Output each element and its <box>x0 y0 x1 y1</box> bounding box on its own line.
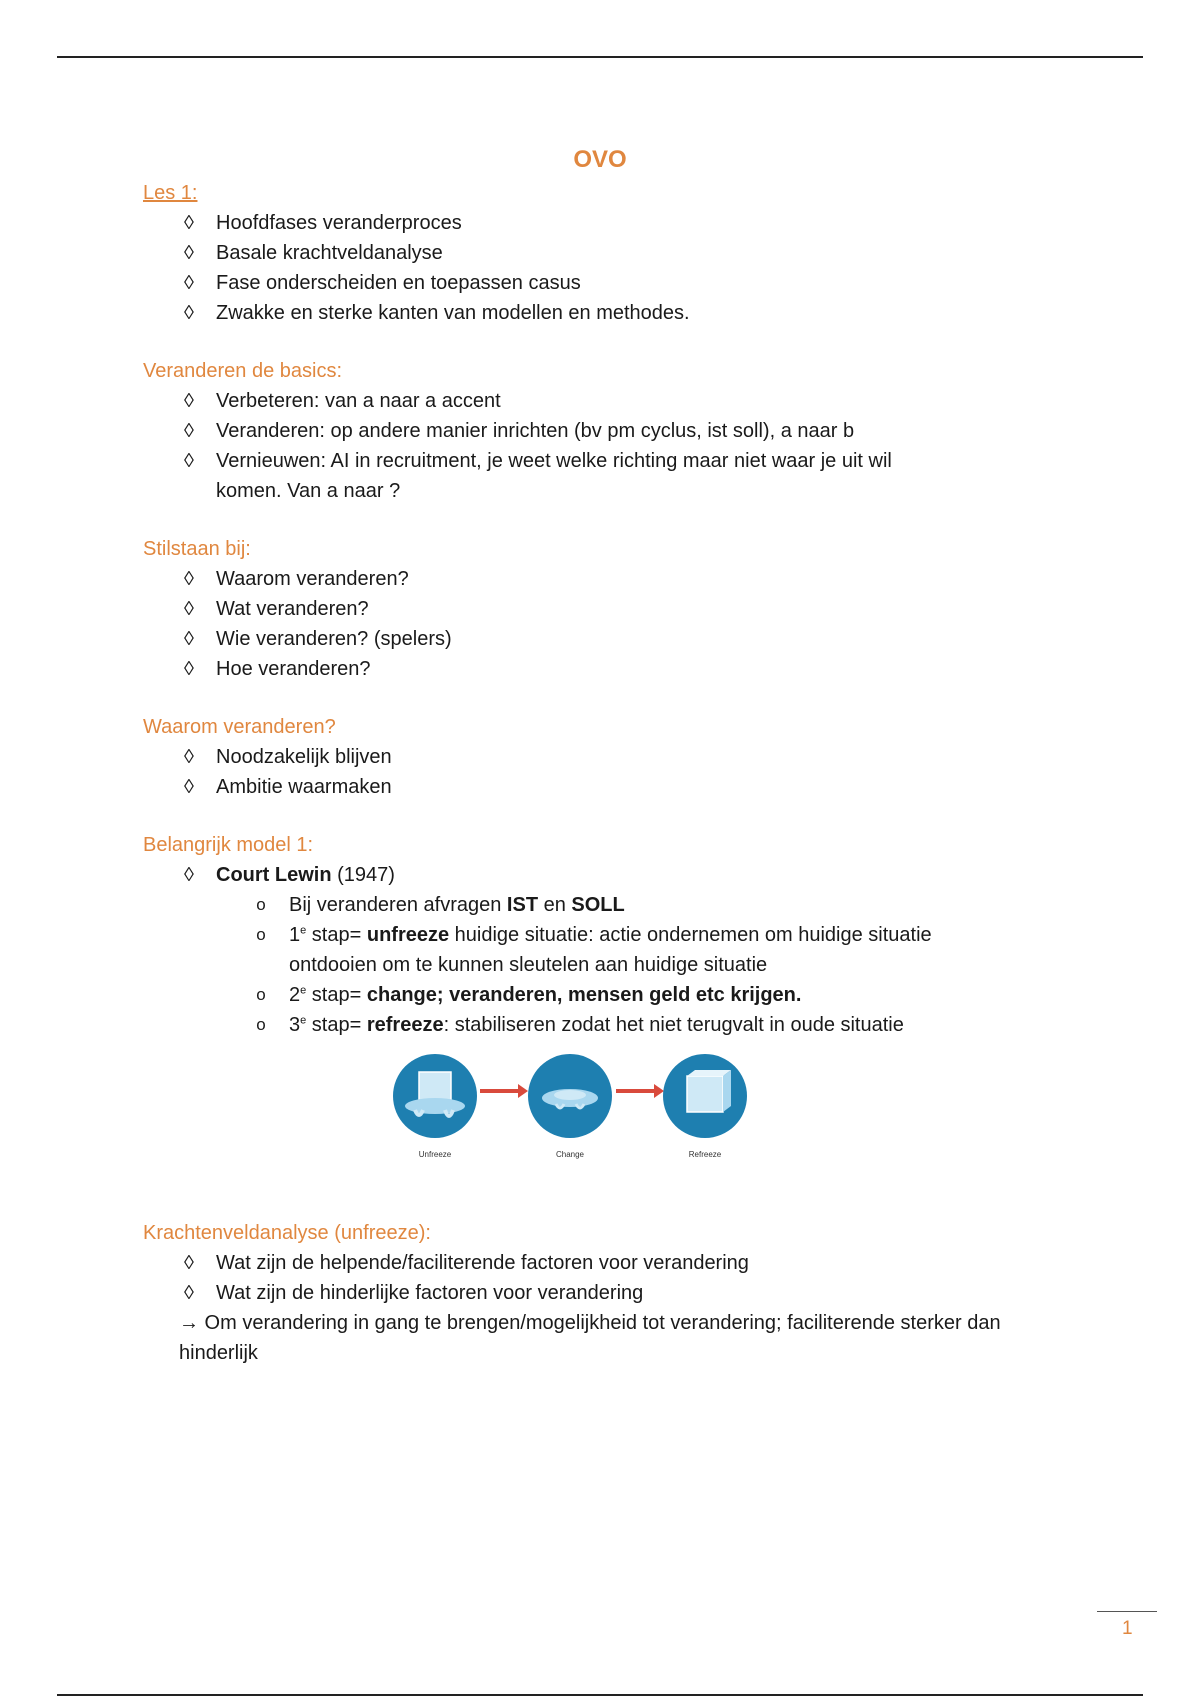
ice-cube-icon <box>663 1054 747 1138</box>
section-heading: Belangrijk model 1: <box>143 834 314 856</box>
diamond-bullet-icon: ◊ <box>184 1282 194 1304</box>
list-item: ◊ Hoe veranderen? <box>143 654 1103 684</box>
section-kracht <box>143 1218 1103 1368</box>
list-item <box>143 860 1103 890</box>
section-heading: Les 1: <box>143 182 198 204</box>
diamond-bullet-icon: ◊ <box>184 212 194 234</box>
stage-label: Refreeze <box>688 1150 722 1159</box>
model-name: Court Lewin <box>216 864 332 886</box>
sub-list-item: o 2e stap= change; veranderen, mensen geld etc krijgen. <box>143 980 1103 1010</box>
unfreeze-stage <box>370 1054 500 1160</box>
section-heading: Krachtenveldanalyse (unfreeze): <box>143 1222 431 1244</box>
diamond-bullet-icon: ◊ <box>184 658 194 680</box>
diamond-bullet-icon: ◊ <box>184 302 194 324</box>
change-stage <box>505 1054 635 1160</box>
diamond-bullet-icon: ◊ <box>184 598 194 620</box>
section-heading: Veranderen de basics: <box>143 360 343 382</box>
list-item: ◊ Hoofdfases veranderproces <box>143 208 1103 238</box>
document-body <box>143 178 1103 1396</box>
list-item: ◊ Wie veranderen? (spelers) <box>143 624 1103 654</box>
section-les1 <box>143 178 1103 328</box>
list-item: ◊ Veranderen: op andere manier inrichten (bv pm cyclus, ist soll), a naar b <box>143 416 1103 446</box>
section-basics <box>143 356 1103 506</box>
footer-bottom-rule <box>57 1694 1143 1696</box>
ice-block-melting-icon <box>393 1054 477 1138</box>
list-item: ◊ Zwakke en sterke kanten van modellen en methodes. <box>143 298 1103 328</box>
circle-bullet-icon: o <box>256 1015 266 1034</box>
circle-bullet-icon: o <box>256 895 266 914</box>
diamond-bullet-icon: ◊ <box>184 242 194 264</box>
diamond-bullet-icon: ◊ <box>184 420 194 442</box>
refreeze-stage <box>640 1054 770 1160</box>
sub-list-item: o Bij veranderen afvragen IST en SOLL <box>143 890 1103 920</box>
arrow-right-icon: → <box>179 1312 199 1334</box>
page-number: 1 <box>1122 1618 1133 1639</box>
diamond-bullet-icon: ◊ <box>184 390 194 412</box>
document-title: OVO <box>573 146 627 173</box>
diamond-bullet-icon: ◊ <box>184 864 194 886</box>
circle-bullet-icon: o <box>256 925 266 944</box>
water-puddle-icon <box>528 1054 612 1138</box>
model-year: (1947) <box>337 864 395 886</box>
list-item: ◊ Noodzakelijk blijven <box>143 742 1103 772</box>
sub-list-item: o 1e stap= unfreeze huidige situatie: actie ondernemen om huidige situatie ontdooien om te kunnen sleutelen aan huidige situatie <box>143 920 1103 980</box>
diamond-bullet-icon: ◊ <box>184 1252 194 1274</box>
circle-bullet-icon: o <box>256 985 266 1004</box>
stage-label: Unfreeze <box>418 1150 452 1159</box>
section-model1 <box>143 830 1103 1190</box>
list-item: ◊ Wat zijn de hinderlijke factoren voor verandering <box>143 1278 1103 1308</box>
diamond-bullet-icon: ◊ <box>184 272 194 294</box>
section-heading: Waarom veranderen? <box>143 716 336 738</box>
list-item: ◊ Ambitie waarmaken <box>143 772 1103 802</box>
list-item: ◊ Vernieuwen: AI in recruitment, je weet welke richting maar niet waar je uit wil komen. Van a naar ? <box>143 446 1103 506</box>
footer-rule <box>1097 1611 1157 1612</box>
diamond-bullet-icon: ◊ <box>184 568 194 590</box>
diamond-bullet-icon: ◊ <box>184 776 194 798</box>
diamond-bullet-icon: ◊ <box>184 628 194 650</box>
lewin-model-figure <box>143 1054 1103 1190</box>
stage-label: Change <box>555 1150 585 1159</box>
list-item: ◊ Fase onderscheiden en toepassen casus <box>143 268 1103 298</box>
list-item: ◊ Wat zijn de helpende/faciliterende factoren voor verandering <box>143 1248 1103 1278</box>
section-heading: Stilstaan bij: <box>143 538 251 560</box>
diamond-bullet-icon: ◊ <box>184 746 194 768</box>
list-item: ◊ Waarom veranderen? <box>143 564 1103 594</box>
header-rule <box>57 56 1143 58</box>
list-item: ◊ Basale krachtveldanalyse <box>143 238 1103 268</box>
conclusion-text: → Om verandering in gang te brengen/mogelijkheid tot verandering; faciliterende sterker dan hinderlijk <box>179 1312 1001 1364</box>
section-waarom <box>143 712 1103 802</box>
section-stilstaan <box>143 534 1103 684</box>
list-item: ◊ Verbeteren: van a naar a accent <box>143 386 1103 416</box>
sub-list-item: o 3e stap= refreeze: stabiliseren zodat het niet terugvalt in oude situatie <box>143 1010 1103 1040</box>
diamond-bullet-icon: ◊ <box>184 450 194 472</box>
list-item: ◊ Wat veranderen? <box>143 594 1103 624</box>
